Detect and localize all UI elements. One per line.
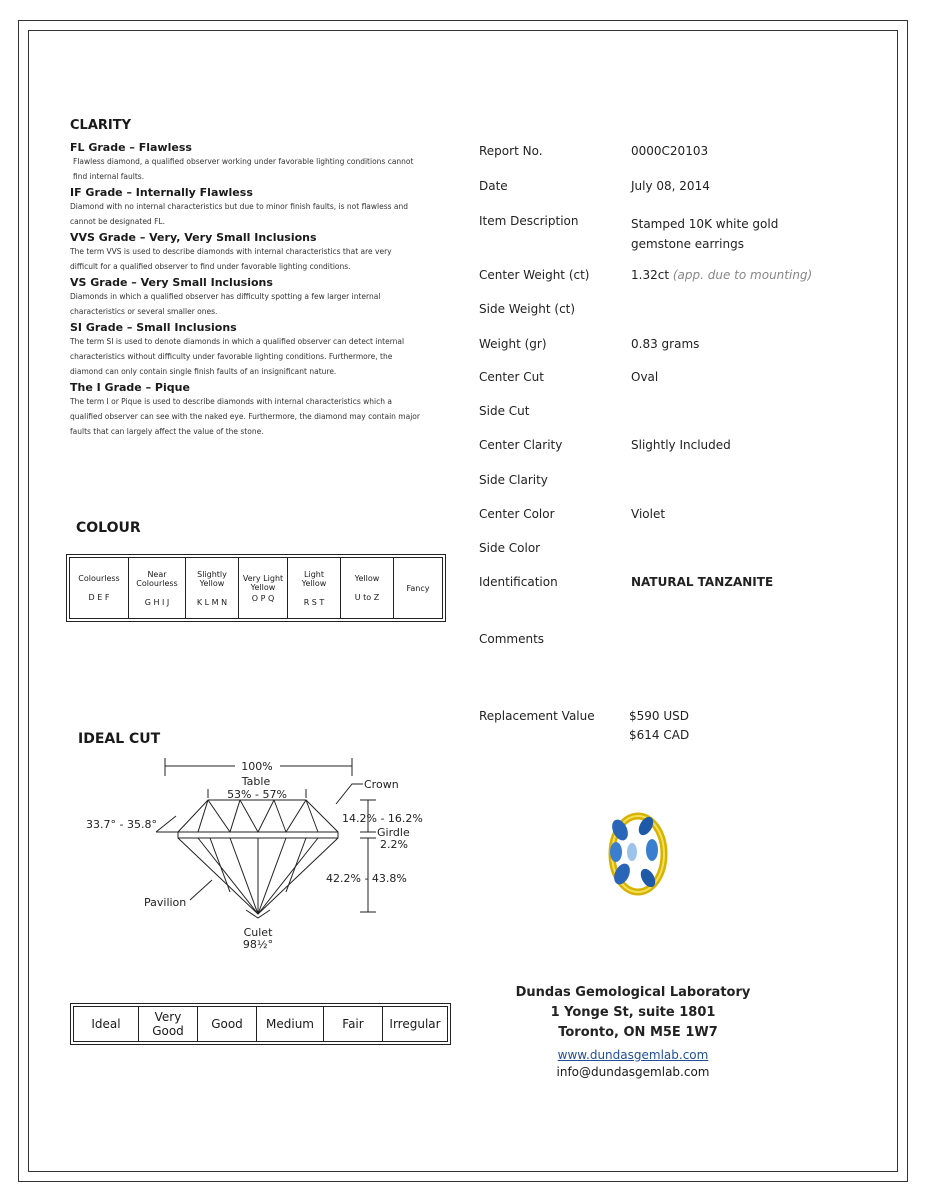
clarity-grade-i — [70, 381, 420, 439]
colour-letters: K L M N — [196, 597, 228, 607]
clarity-grade-if — [70, 186, 420, 229]
girdle-label: Girdle — [377, 826, 410, 839]
colour-cell — [239, 558, 288, 619]
colour-cell — [70, 558, 129, 619]
colour-letters: D E F — [88, 593, 110, 602]
lab-info — [510, 985, 756, 1079]
field-value-center-color: Violet — [631, 507, 666, 521]
colour-name: Fancy — [406, 583, 430, 593]
cut-grade-cell: Irregular — [383, 1007, 448, 1042]
field-value-weight: 0.83 grams — [631, 337, 700, 351]
cut-grade-table — [73, 1006, 448, 1042]
cut-grade-scale — [70, 1003, 451, 1045]
field-value-date: July 08, 2014 — [631, 179, 710, 193]
table-range-label: 53% - 57% — [227, 788, 287, 801]
grade-title: The I Grade – Pique — [70, 381, 190, 394]
width-label: 100% — [241, 760, 273, 773]
colour-letters: O P Q — [251, 593, 275, 603]
colour-letters: G H I J — [144, 597, 170, 607]
pavilion-depth-label: 42.2% - 43.8% — [326, 872, 407, 885]
field-label-center-color: Center Color — [479, 507, 555, 521]
cut-grade-cell: Ideal — [74, 1007, 139, 1042]
field-label-replacement-value: Replacement Value — [479, 709, 595, 723]
colour-letters: R S T — [303, 597, 325, 607]
cut-grade-cell: Medium — [257, 1007, 324, 1042]
field-label-center-clarity: Center Clarity — [479, 438, 563, 452]
culet-angle: 98½° — [242, 938, 274, 951]
crown-height-label: 14.2% - 16.2% — [342, 812, 423, 825]
colour-name: Yellow — [354, 574, 380, 583]
colour-cell — [288, 558, 341, 619]
grade-desc: Diamond with no internal characteristics but due to minor finish faults, is not flawless and cannot be designated FL. — [70, 202, 409, 226]
clarity-grade-si — [70, 321, 420, 379]
center-weight-note: (app. due to mounting) — [672, 268, 813, 282]
field-label-center-cut: Center Cut — [479, 370, 544, 384]
grade-desc: Diamonds in which a qualified observer has difficulty spotting a few larger internal characteristics or several smaller ones. — [70, 292, 381, 316]
clarity-heading: CLARITY — [70, 118, 132, 133]
crown-arrow — [336, 784, 363, 804]
ideal-cut-diagram — [80, 752, 440, 962]
lab-address-1: 1 Yonge St, suite 1801 — [550, 1005, 716, 1020]
clarity-section — [70, 118, 420, 439]
field-value-item-description: Stamped 10K white gold gemstone earrings — [631, 217, 779, 251]
earring-photo — [600, 808, 670, 900]
crown-label: Crown — [364, 778, 399, 791]
colour-scale — [66, 554, 446, 622]
lab-email: info@dundasgemlab.com — [556, 1065, 710, 1079]
grade-title: FL Grade – Flawless — [70, 141, 192, 154]
field-label-side-weight: Side Weight (ct) — [479, 302, 576, 316]
colour-name: Very Light Yellow — [242, 573, 284, 592]
grade-title: VVS Grade – Very, Very Small Inclusions — [70, 231, 317, 244]
grade-desc: The term SI is used to denote diamonds in which a qualified observer can detect internal characteristics without difficulty under favorable lighting conditions. Furthermore, the diamond can only contain single finish faults of an insignificant nature. — [70, 337, 405, 376]
field-label-center-weight: Center Weight (ct) — [479, 268, 590, 282]
culet-label: Culet — [243, 926, 273, 939]
colour-cell — [129, 558, 186, 619]
colour-letters: U to Z — [354, 593, 380, 602]
colour-name: Slightly Yellow — [197, 569, 227, 588]
colour-name: Colourless — [78, 574, 120, 583]
lab-address-2: Toronto, ON M5E 1W7 — [558, 1025, 718, 1040]
field-value-center-cut: Oval — [631, 370, 659, 384]
grade-desc: The term I or Pique is used to describe diamonds with internal characteristics which a qualified observer can see with the naked eye. Furthermore, the diamond may contain major faults that can largely affect the value of the stone. — [70, 397, 420, 436]
pavilion-label: Pavilion — [144, 896, 187, 909]
field-value-report-no: 0000C20103 — [631, 144, 709, 158]
field-label-side-color: Side Color — [479, 541, 541, 555]
field-label-date: Date — [479, 179, 508, 193]
grade-desc: Flawless diamond, a qualified observer working under favorable lighting conditions cannot find internal faults. — [73, 157, 414, 181]
ideal-cut-heading: IDEAL CUT — [78, 731, 161, 747]
grade-title: VS Grade – Very Small Inclusions — [70, 276, 273, 289]
field-label-report-no: Report No. — [479, 144, 543, 158]
field-value-replacement-cad: $614 CAD — [629, 728, 690, 742]
girdle-value: 2.2% — [380, 838, 408, 851]
grade-title: IF Grade – Internally Flawless — [70, 186, 253, 199]
field-label-item-description: Item Description — [479, 214, 579, 228]
clarity-grade-vvs — [70, 231, 420, 274]
cut-grade-cell: Good — [198, 1007, 257, 1042]
colour-cell — [394, 558, 443, 619]
cut-grade-cell: Very Good — [139, 1007, 198, 1042]
crown-angle-label: 33.7° - 35.8° — [86, 818, 157, 831]
lab-name: Dundas Gemological Laboratory — [515, 985, 751, 1000]
lab-website-row — [510, 1044, 756, 1063]
field-value-replacement-usd: $590 USD — [629, 709, 689, 723]
field-label-weight: Weight (gr) — [479, 337, 547, 351]
field-value-center-weight — [631, 268, 812, 282]
pavilion-arrow — [190, 880, 212, 900]
colour-name: Light Yellow — [301, 569, 327, 588]
colour-name: Near Colourless — [136, 569, 178, 588]
grade-desc: The term VVS is used to describe diamonds with internal characteristics that are very difficult for a qualified observer to find under favorable lighting conditions. — [70, 247, 392, 271]
crown-angle-mark — [156, 816, 178, 832]
lab-website-link[interactable]: www.dundasgemlab.com — [557, 1048, 709, 1062]
colour-heading: COLOUR — [76, 520, 141, 536]
colour-table — [69, 557, 443, 619]
table-label: Table — [241, 775, 271, 788]
colour-cell — [186, 558, 239, 619]
colour-cell — [341, 558, 394, 619]
clarity-grade-fl — [70, 141, 420, 184]
field-label-side-cut: Side Cut — [479, 404, 530, 418]
field-value-center-clarity: Slightly Included — [631, 438, 731, 452]
field-label-comments: Comments — [479, 632, 545, 646]
field-label-side-clarity: Side Clarity — [479, 473, 548, 487]
center-weight-value: 1.32ct — [631, 268, 670, 282]
field-label-identification: Identification — [479, 575, 558, 589]
diamond-outline — [178, 800, 338, 914]
grade-title: SI Grade – Small Inclusions — [70, 321, 237, 334]
cut-grade-cell: Fair — [324, 1007, 383, 1042]
field-value-identification: NATURAL TANZANITE — [631, 575, 774, 589]
clarity-grade-vs — [70, 276, 420, 319]
